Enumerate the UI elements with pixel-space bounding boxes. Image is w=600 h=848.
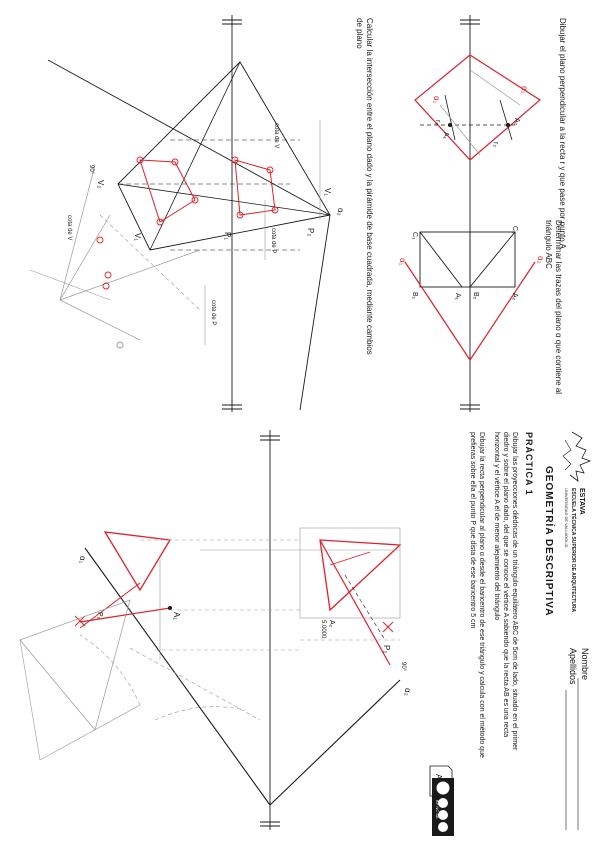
exercise-2-text-line2: triángulo ABC (544, 220, 553, 269)
school-short-name: ESTAVA (578, 488, 585, 515)
label-alpha1-ex2: α₁ (398, 258, 407, 266)
label-P1-ex5: P₁ (96, 612, 103, 620)
exercise-4-text-line3: horizontal y el vértice A el de menor alejamiento del triángulo (493, 432, 500, 621)
label-alpha2-ex2: α₂ (536, 256, 545, 264)
exercise-4-text-line1: Dibujar las proyecciones diédricas de un triángulo equilátero ABC de 5cm de lado, situado en el primer (511, 432, 518, 751)
label-B2: B₂ (472, 292, 479, 300)
label-C1: C₁ (411, 232, 418, 240)
label-P2: P₂ (306, 228, 315, 237)
label-alpha2-ex3: α₂ (336, 208, 345, 216)
label-A2-ex2: A₂ (511, 293, 518, 301)
label-A1-ex4: A₁ (172, 612, 181, 621)
label-A1: A₁ (442, 132, 449, 140)
label-A2: A₂ (513, 118, 520, 126)
label-C2: C₂ (511, 226, 518, 234)
label-dist: 5.0000 (320, 620, 326, 639)
exercise-3-text-line2: de plano (355, 18, 364, 49)
label-r2: r₂ (492, 142, 499, 148)
exercise-1-text: Dibujar el plano perpendicular a la recta r y que pase por punto A (558, 18, 567, 249)
exercise-4-text-line2: diedro y sobre el plano dado, del que se conoce el vértice A sabiendo que la recta AB es una recta (502, 432, 509, 738)
course-title: GEOMETRÍA DESCRIPTIVA (543, 466, 554, 617)
school-line2: UNIVERSIDAD DE VALLADOLID (564, 488, 569, 548)
surname-label: Apellidos (568, 648, 578, 685)
label-cota-p-2: cota de P (210, 300, 216, 326)
label-V2: V₂ (96, 180, 105, 189)
school-line1: ESCUELA TÉCNICA SUPERIOR DE ARQUITECTURA (570, 488, 576, 613)
label-cota-p: cota de P (270, 228, 276, 254)
label-r1: r₁ (434, 120, 441, 125)
label-alpha2-ex4: α₂ (403, 688, 412, 696)
exercise-3-text-line1: Calcular la intersección entre el plano dado y la pirámide de base cuadrada, mediante cambios (365, 18, 374, 355)
label-V1-right: V₁ (323, 188, 332, 197)
label-P1: P₁ (223, 232, 232, 241)
cc-icon (436, 781, 450, 795)
label-alpha1-ex4: α₁ (78, 556, 87, 564)
label-P2-ex5: P₂ (382, 645, 391, 654)
practice-title: PRÁCTICA 1 (524, 432, 534, 496)
label-cota-v: cota de V (273, 123, 279, 149)
label-V1: V₁ (133, 233, 142, 242)
label-alpha1: α₁ (432, 96, 441, 104)
exercise-5-text-line2: prefieras sobre ella el punto P que dista de ese baricentro 5 cm (469, 432, 476, 629)
exercise-2-text-line1: Determinar las trazas del plano α que contiene al (554, 220, 563, 395)
license-text: BY NC SA (435, 800, 440, 819)
exercise-5-text-line1: Dibujar la recta perpendicular al plano α desde el baricentro de ese triángulo y calcula con el método que (478, 432, 485, 758)
sa-icon (438, 822, 448, 832)
label-alpha2: α₂ (520, 86, 529, 94)
cc-license-badge (432, 778, 454, 836)
label-angle: 90° (88, 165, 94, 175)
label-cota-v-2: cota de V (66, 215, 72, 241)
label-angle-ex5: 90° (400, 662, 406, 672)
label-A2-ex4: A₂ (328, 620, 335, 628)
name-label: Nombre (580, 648, 590, 681)
label-B1: B₁ (411, 292, 418, 300)
label-A1-ex2: A₁ (454, 293, 461, 301)
